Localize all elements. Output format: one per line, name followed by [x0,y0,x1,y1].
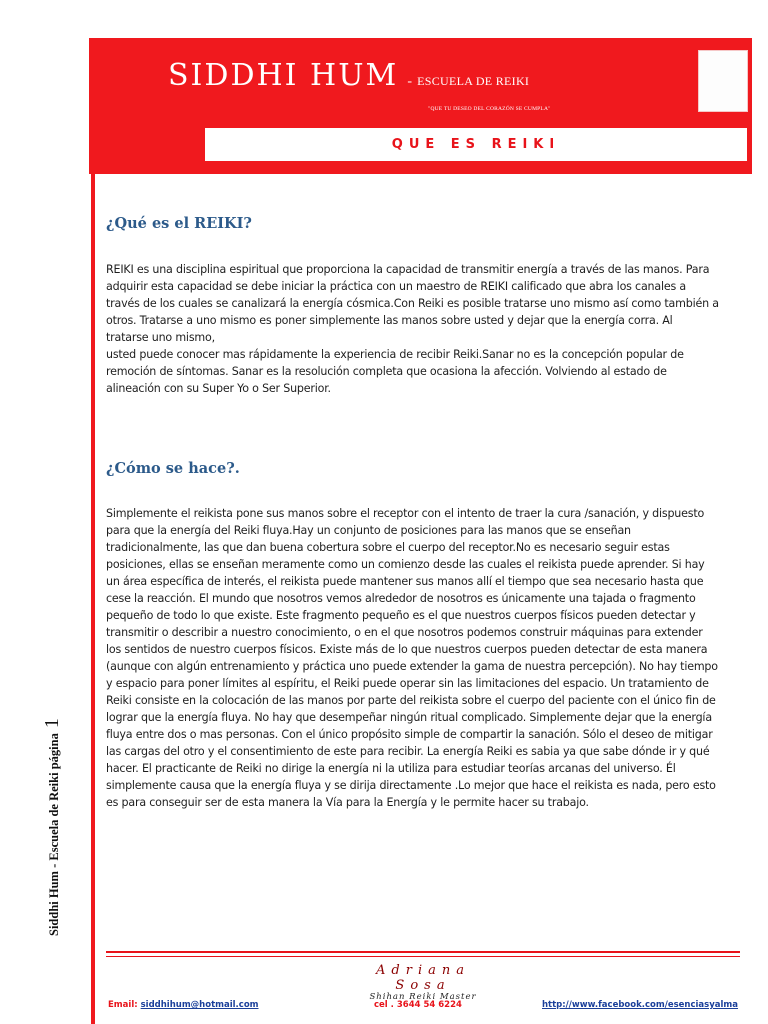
footer-rule-top [106,951,740,953]
section-body-que-es: REIKI es una disciplina espiritual que proporciona la capacidad de transmitir energía a través de las manos. Para adquirir esta capacidad se debe iniciar la práctica con un maestro de REIKI calificado que abra los canales a través de los cuales se canalizará la energía cósmica.Con Reiki es posible tratarse uno mismo así como también a otros. Tratarse a uno mismo es poner simplemente las manos sobre usted y dejar que la energía corra. Al tratarse uno mismo, usted puede conocer mas rápidamente la experiencia de recibir Reiki.Sanar no es la concepción popular de remoción de síntomas. Sanar es la resolución completa que ocasiona la afección. Volviendo al estado de alineación con su Super Yo o Ser Superior. [106,263,719,395]
footer-contact [108,1000,738,1014]
page-title: QUE ES REIKI [391,137,561,152]
facebook-link[interactable]: http://www.facebook.com/esenciasyalma [542,1000,739,1010]
section-heading-que-es: ¿Qué es el REIKI? [106,215,252,232]
footer-phone: cel . 3644 54 6224 [374,1000,462,1010]
email-label: Email: [108,1000,138,1010]
email-link[interactable]: siddhihum@hotmail.com [140,1000,259,1010]
logo-placeholder [698,50,748,112]
brand-dash: - [407,74,412,89]
brand [168,58,529,93]
section-heading-como-se-hace: ¿Cómo se hace?. [106,460,240,477]
side-page-label [32,536,62,936]
side-label-text: Siddhi Hum - Escuela de Reiki página [47,733,61,936]
slogan: "QUE TU DESEO DEL CORAZÓN SE CUMPLA" [428,106,551,112]
left-margin-rule [91,174,95,1024]
title-bar [205,128,747,161]
signature-name: Adriana Sosa [376,963,470,993]
page-number: 1 [41,718,63,729]
brand-name: SIDDHI HUM [168,58,399,93]
footer-email [108,1000,259,1010]
section-body-como-se-hace: Simplemente el reikista pone sus manos sobre el receptor con el intento de traer la cura /sanación, y dispuesto para que la energía del Reiki fluya.Hay un conjunto de posiciones para las manos que se enseñan tradicionalmente, las que dan buena cobertura sobre el cuerpo del receptor.No es necesario seguir estas posiciones, ellas se enseñan meramente como un comienzo desde las cuales el reikista puede aprender. Si hay un área específica de interés, el reikista puede mantener sus manos allí el tiempo que sea necesario hasta que cese la reacción. El mundo que nosotros vemos alrededor de nosotros es únicamente una tajada o fragmento pequeño de todo lo que existe. Este fragmento pequeño es el que nuestros cuerpos físicos pueden detectar y transmitir o describir a nuestro conocimiento, o en el que nosotros podemos construir máquinas para extender los sentidos de nuestro cuerpos físicos. Existe más de lo que nuestros cuerpos pueden detectar de esta manera (aunque con algún entrenamiento y práctica uno puede extender la gama de nuestra percepción). No hay tiempo y espacio para poner límites al espíritu, el Reiki puede operar sin las limitaciones del espacio. Un tratamiento de Reiki consiste en la colocación de las manos por parte del reikista sobre el cuerpo del paciente con el único fin de lograr que la energía fluya. No hay que desempeñar ningún ritual complicado. Simplemente dejar que la energía fluya entre dos o mas personas. Con el único propósito simple de compartir la sanación. Sólo el deseo de mitigar las cargas del otro y el consentimiento de este para recibir. La energía Reiki es sabia ya que sabe dónde ir y qué hacer. El practicante de Reiki no dirige la energía ni la utiliza para estudiar teorías arcanas del universo. Él simplemente causa que la energía fluya y se dirija directamente .Lo mejor que hace el reikista es nada, pero esto es para conseguir ser de esta manera la Vía para la Energía y le permite hacer su trabajo. [106,507,718,809]
footer-rule-bottom [106,956,740,957]
signature-role: Shihan Reiki Master [369,992,477,1002]
brand-school: ESCUELA DE REIKI [417,74,530,88]
signature [348,963,498,1002]
